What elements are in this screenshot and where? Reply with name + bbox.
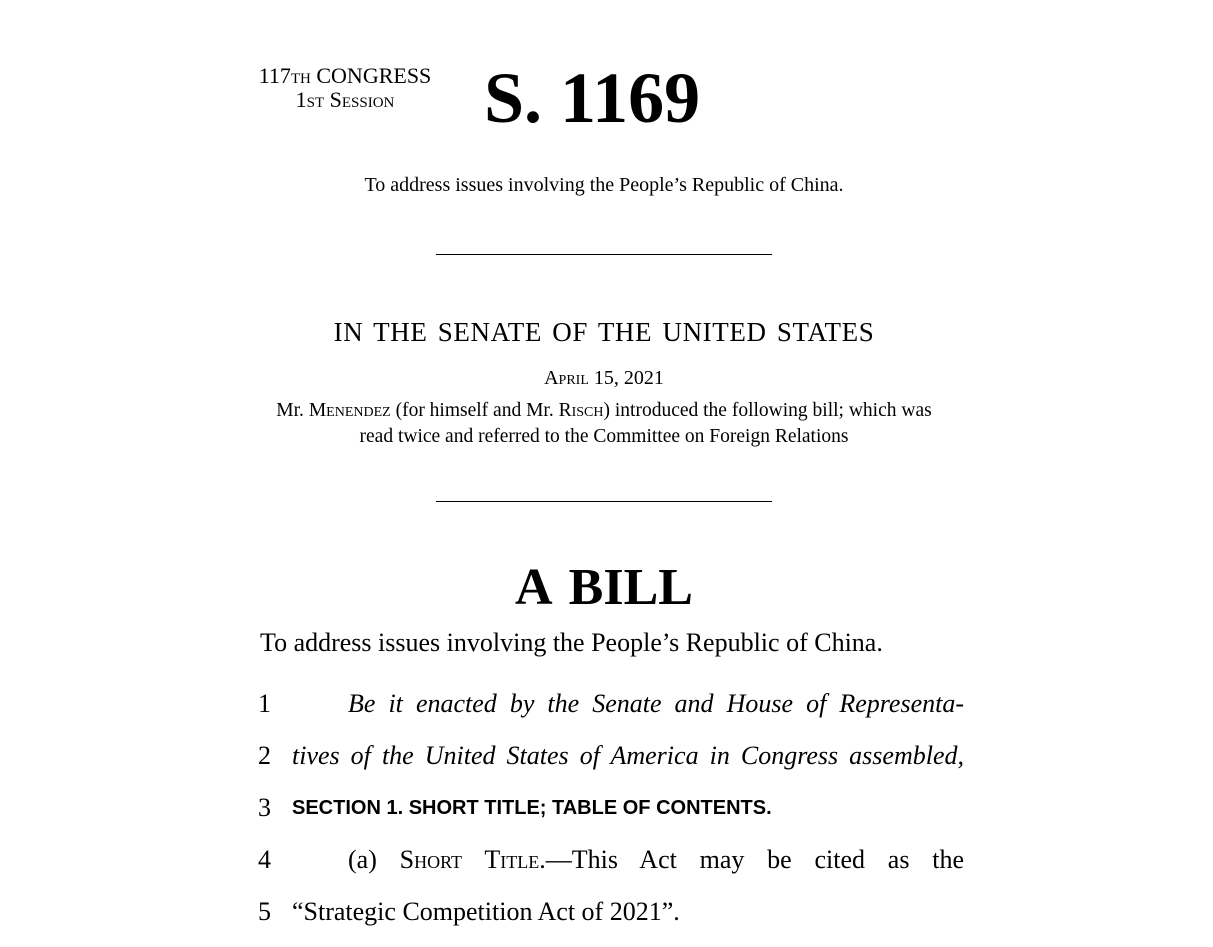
short-title-line: [292, 844, 964, 876]
enacting-clause-line-1: Be it enacted by the Senate and House of Representa-: [348, 689, 964, 718]
congress-label: 117th CONGRESS: [258, 63, 432, 88]
long-title: To address issues involving the People’s Republic of China.: [260, 628, 883, 657]
introduction-date: April 15, 2021: [544, 367, 664, 389]
cosponsor-name: Risch: [558, 400, 604, 421]
referral-text: ) introduced the following bill; which was read twice and referred to the Committee on Foreign Relations: [359, 400, 932, 447]
line-number-2: 2: [258, 741, 271, 770]
subsection-marker: (a): [348, 845, 377, 874]
section-1-heading: SECTION 1. SHORT TITLE; TABLE OF CONTENTS.: [292, 797, 772, 819]
divider-rule-bottom: [436, 501, 772, 502]
act-name-line: “Strategic Competition Act of 2021”.: [292, 897, 680, 926]
line-number-4: 4: [258, 845, 271, 874]
sponsor-prefix: Mr.: [276, 400, 304, 421]
sponsor-name: Menendez: [308, 400, 391, 421]
line-number-5: 5: [258, 897, 271, 926]
short-title-caps: Short Title: [399, 845, 540, 874]
senate-heading: IN THE SENATE OF THE UNITED STATES: [333, 317, 875, 347]
short-title-text: .—This Act may be cited as the: [539, 845, 964, 874]
line-number-1: 1: [258, 689, 271, 718]
session-label: 1st Session: [295, 87, 395, 112]
introduction-text: [262, 398, 946, 450]
congress-session-block: [240, 64, 450, 112]
a-bill-heading: A BILL: [515, 559, 693, 616]
bill-number: S. 1169: [484, 58, 701, 138]
enacting-clause-line-2: tives of the United States of America in Congress assembled,: [292, 741, 964, 770]
divider-rule-top: [436, 254, 772, 255]
for-himself-text: (for himself and Mr.: [395, 400, 554, 421]
short-caption: To address issues involving the People’s Republic of China.: [364, 174, 844, 196]
line-number-3: 3: [258, 793, 271, 822]
